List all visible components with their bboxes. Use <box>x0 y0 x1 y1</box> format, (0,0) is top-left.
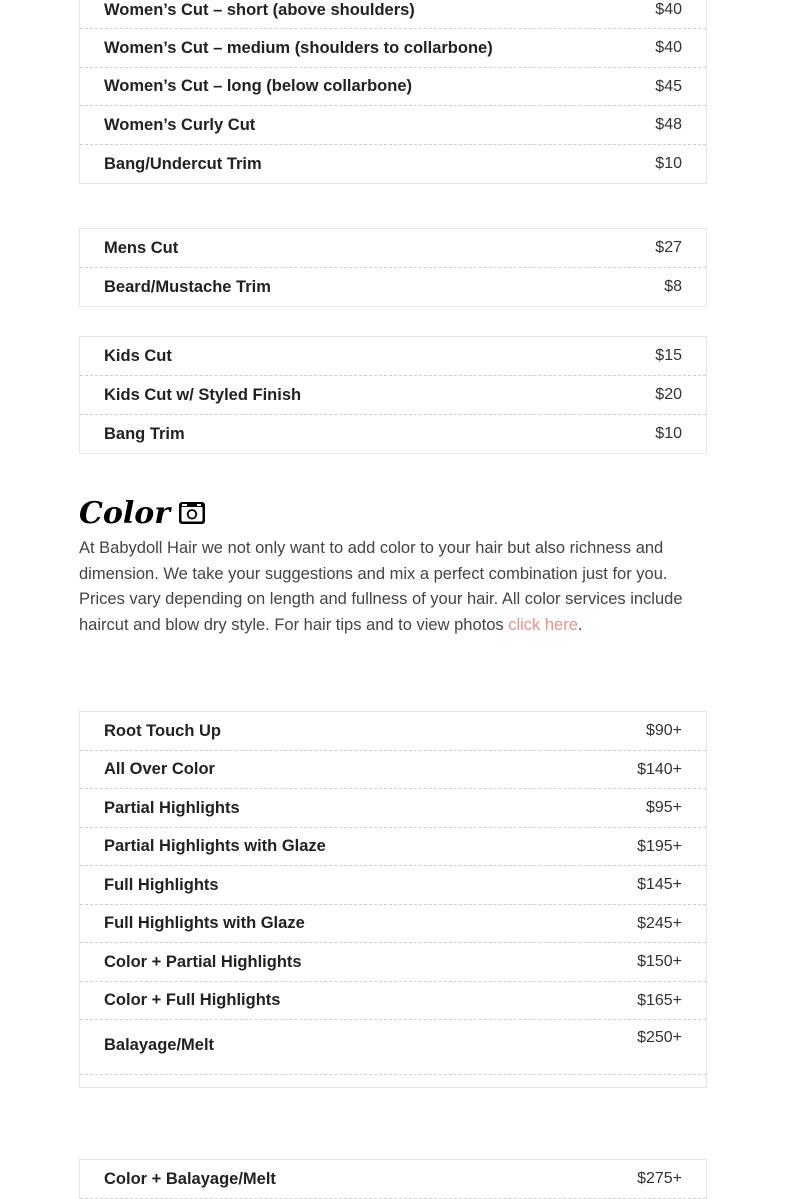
price-row <box>80 337 706 376</box>
service-price: $95+ <box>645 799 682 816</box>
service-name: Kids Cut <box>104 346 172 365</box>
price-row <box>80 828 706 866</box>
price-row <box>80 145 706 183</box>
color-section-heading <box>79 493 206 533</box>
service-price: $15 <box>655 347 682 364</box>
service-name: Full Highlights <box>104 875 219 894</box>
service-price: $145+ <box>637 876 682 893</box>
mens-price-table <box>79 228 707 307</box>
price-row <box>80 415 706 453</box>
service-price: $40 <box>655 39 682 56</box>
price-row <box>80 866 706 905</box>
service-name: Balayage/Melt <box>104 1035 215 1054</box>
service-price: $195+ <box>637 837 682 855</box>
photos-link[interactable]: click here <box>508 616 578 635</box>
service-price: $140+ <box>637 760 682 778</box>
service-name: Women’s Curly Cut <box>104 115 256 134</box>
service-name: Beard/Mustache Trim <box>104 277 271 296</box>
description-text: At Babydoll Hair we not only want to add color to your hair but also richness and dimension. We take your suggestions and mix a perfect combination just for you. Prices vary depending on length and fullness of your hair. All color services include haircut and blow dry style. For hair tips and to view photos <box>79 539 683 635</box>
camera-icon <box>178 501 206 525</box>
price-row <box>80 0 706 29</box>
color-price-table <box>79 711 707 1088</box>
price-row <box>80 229 706 268</box>
service-name: Women’s Cut – long (below collarbone) <box>104 77 413 95</box>
service-price: $165+ <box>637 991 682 1009</box>
service-name: Color + Balayage/Melt <box>104 1169 276 1188</box>
service-name: Partial Highlights with Glaze <box>104 837 326 855</box>
price-row <box>80 1160 706 1199</box>
service-price: $20 <box>655 386 682 403</box>
service-name: Color + Full Highlights <box>104 991 281 1009</box>
service-price: $150+ <box>637 953 682 970</box>
price-row <box>80 68 706 106</box>
service-price: $90+ <box>645 722 682 739</box>
price-row <box>80 751 706 789</box>
service-name: Women’s Cut – short (above shoulders) <box>104 0 415 19</box>
service-name: Full Highlights with Glaze <box>104 914 305 932</box>
service-price: $275+ <box>637 1170 682 1187</box>
service-price: $10 <box>655 425 682 442</box>
description-end: . <box>577 616 583 635</box>
service-price: $45 <box>655 77 682 95</box>
service-price: $8 <box>664 278 682 295</box>
balayage-price-table <box>79 1159 707 1199</box>
kids-price-table <box>79 336 707 454</box>
service-name: Bang Trim <box>104 424 185 443</box>
service-name: Bang/Undercut Trim <box>104 154 262 173</box>
price-row-spacer <box>80 1075 706 1087</box>
service-price: $40 <box>655 1 682 18</box>
price-row <box>80 29 706 68</box>
service-name: Mens Cut <box>104 238 179 257</box>
service-price: $250+ <box>637 1029 682 1046</box>
service-price: $245+ <box>637 914 682 932</box>
womens-price-table <box>79 0 707 184</box>
price-row <box>80 982 706 1020</box>
price-row <box>80 943 706 982</box>
service-name: All Over Color <box>104 760 215 778</box>
price-row <box>80 905 706 943</box>
service-price: $10 <box>655 155 682 172</box>
service-name: Partial Highlights <box>104 798 240 817</box>
service-name: Kids Cut w/ Styled Finish <box>104 385 302 404</box>
price-row <box>80 106 706 145</box>
service-price: $27 <box>655 239 682 256</box>
price-row <box>80 712 706 751</box>
color-description <box>79 536 707 639</box>
section-title: Color <box>79 495 171 531</box>
price-row <box>80 789 706 828</box>
service-name: Color + Partial Highlights <box>104 952 302 971</box>
price-row <box>80 1020 706 1075</box>
service-price: $48 <box>655 116 682 133</box>
price-row <box>80 268 706 306</box>
service-name: Root Touch Up <box>104 721 221 740</box>
service-name: Women’s Cut – medium (shoulders to collarbone) <box>104 38 493 57</box>
price-row <box>80 376 706 415</box>
